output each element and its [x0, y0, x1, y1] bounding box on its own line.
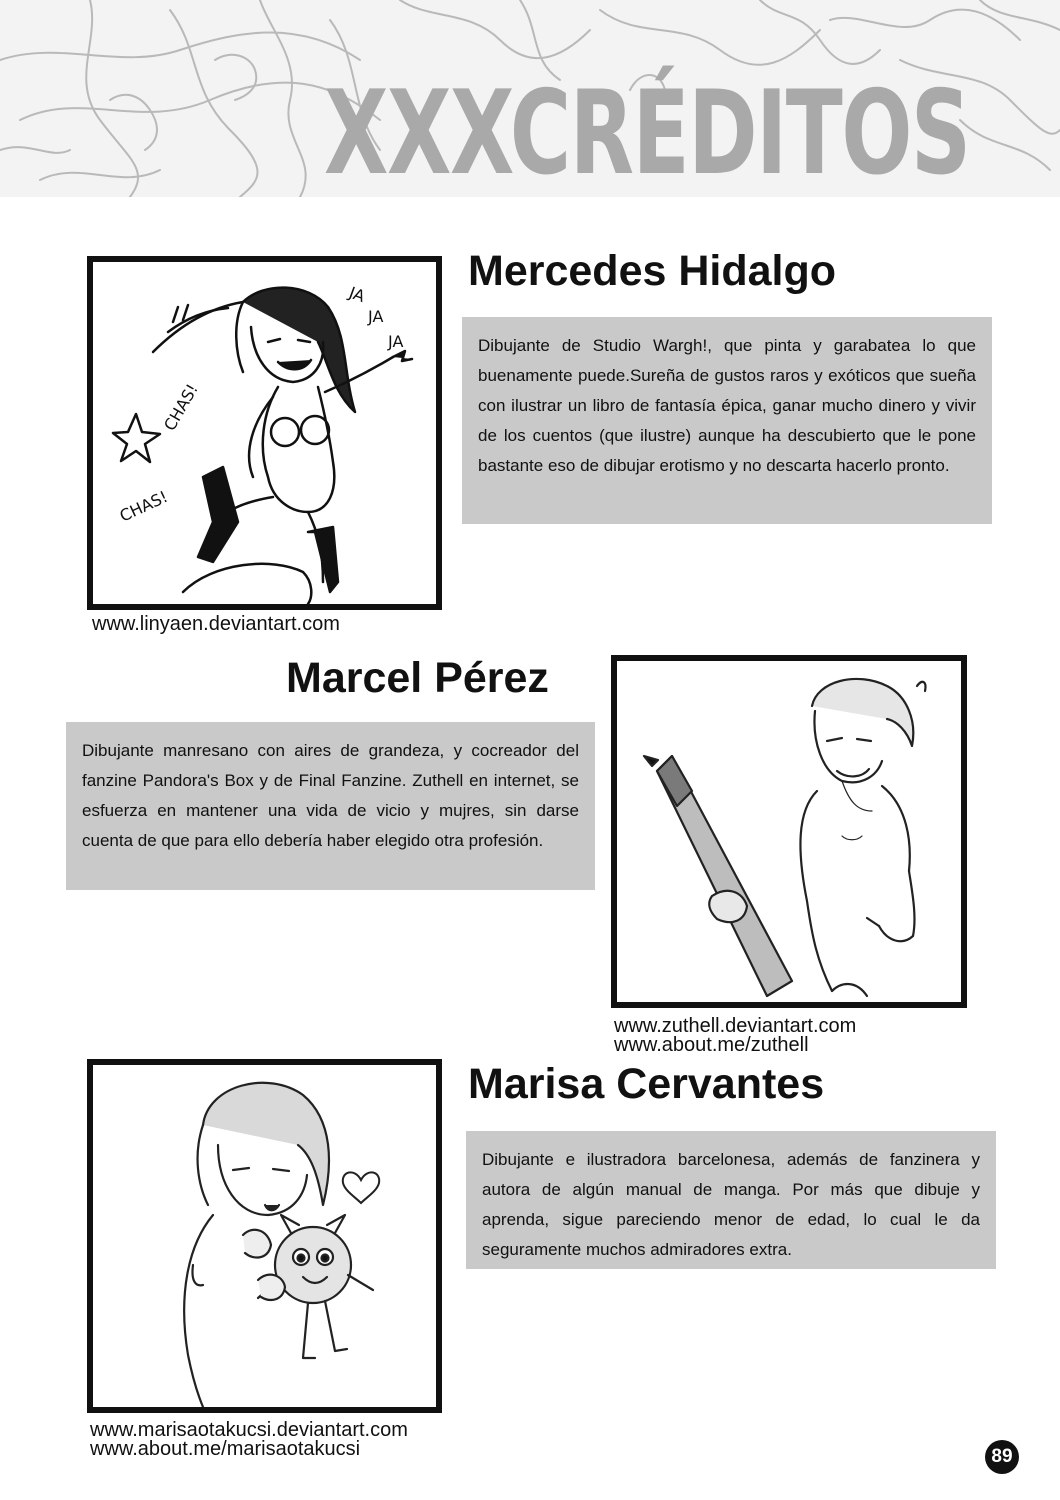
- portrait-marcel-perez: [611, 655, 967, 1008]
- link-linyaen-deviantart[interactable]: www.linyaen.deviantart.com: [92, 613, 340, 635]
- link-about-me-marisaotakucsi[interactable]: www.about.me/marisaotakucsi: [90, 1438, 361, 1460]
- artist-name-marisa-cervantes: Marisa Cervantes: [468, 1060, 825, 1108]
- cartoon-illustration: [93, 262, 436, 604]
- sfx-ja-2: JA: [368, 307, 384, 326]
- sketch-illustration: [93, 1065, 436, 1407]
- page-number-badge: 89: [985, 1440, 1019, 1474]
- sfx-chas-1: CHAS!: [160, 380, 202, 434]
- link-zuthell-deviantart[interactable]: www.zuthell.deviantart.com: [614, 1015, 857, 1037]
- sfx-chas-2: CHAS!: [116, 486, 171, 526]
- bio-marcel-perez: Dibujante manresano con aires de grandeza, y cocreador del fanzine Pandora's Box y de Final Fanzine. Zuthell en internet, se esfuerza en mantener una vida de vicio y mujres, sin darse cuenta de que para ello debería haber elegido otra profesión.: [66, 722, 595, 890]
- portrait-mercedes-hidalgo: [87, 256, 442, 610]
- sketch-illustration: [617, 661, 961, 1002]
- artist-name-marcel-perez: Marcel Pérez: [286, 654, 549, 702]
- link-about-me-zuthell[interactable]: www.about.me/zuthell: [614, 1034, 809, 1056]
- sfx-ja-1: JA: [346, 282, 368, 307]
- link-marisaotakucsi-deviantart[interactable]: www.marisaotakucsi.deviantart.com: [90, 1419, 408, 1441]
- page-title: XXXCRÉDITOS: [324, 66, 970, 197]
- bio-mercedes-hidalgo: Dibujante de Studio Wargh!, que pinta y garabatea lo que buenamente puede.Sureña de gustos raros y exóticos que sueña con ilustrar un libro de fantasía épica, ganar mucho dinero y vivir de los cuentos (que ilustre) aunque ha descubierto que le pone bastante eso de dibujar erotismo y no descarta hacerlo pronto.: [462, 317, 992, 524]
- bio-marisa-cervantes: Dibujante e ilustradora barcelonesa, además de fanzinera y autora de algún manual de manga. Por más que dibuje y aprenda, sigue pareciendo menor de edad, lo cual le da seguramente muchos admiradores extra.: [466, 1131, 996, 1269]
- sfx-ja-3: JA: [388, 332, 404, 351]
- portrait-marisa-cervantes: [87, 1059, 442, 1413]
- header-banner: [0, 0, 1060, 197]
- artist-name-mercedes-hidalgo: Mercedes Hidalgo: [468, 247, 836, 295]
